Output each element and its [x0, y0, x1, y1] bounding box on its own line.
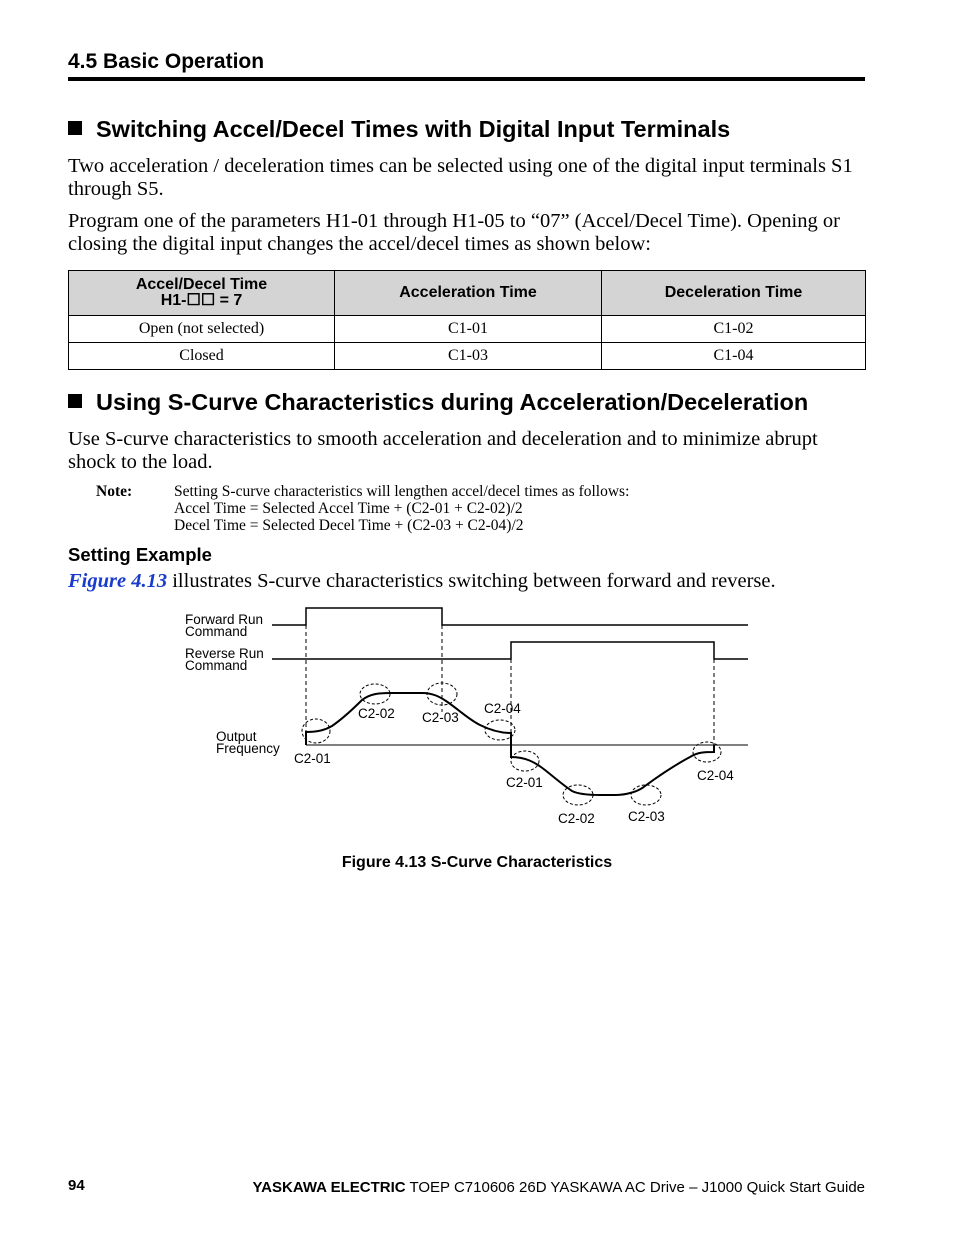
note-line: Decel Time = Selected Decel Time + (C2-03 + C2-04)/2 [174, 517, 524, 534]
s-curve-marker [631, 785, 661, 805]
section-title-text: Using S-Curve Characteristics during Acceleration/Deceleration [96, 389, 809, 415]
note-line: Accel Time = Selected Accel Time + (C2-01 + C2-02)/2 [174, 500, 523, 517]
forward-run-signal [272, 608, 748, 625]
footer-text [253, 1179, 865, 1196]
figure-link[interactable]: Figure 4.13 [68, 570, 168, 592]
paragraph-program: Program one of the parameters H1-01 through H1-05 to “07” (Accel/Decel Time). Opening or closing the digital input changes the accel/decel times as shown below: [68, 210, 840, 255]
header-line-1: Accel/Decel Time [135, 276, 268, 293]
s-curve-marker [511, 751, 539, 771]
output-frequency-label-1: Output [216, 729, 257, 744]
setting-example-heading: Setting Example [68, 544, 212, 565]
table-cell: Open (not selected) [69, 316, 335, 343]
section-title-text: Switching Accel/Decel Times with Digital Input Terminals [96, 116, 731, 142]
table-cell: C1-02 [602, 316, 866, 343]
curve-label: C2-01 [294, 751, 331, 766]
section-header: 4.5 Basic Operation [68, 50, 265, 73]
curve-label: C2-02 [358, 706, 395, 721]
curve-label: C2-02 [558, 811, 595, 826]
footer-brand: YASKAWA ELECTRIC [252, 1179, 406, 1196]
curve-label: C2-03 [422, 710, 459, 725]
footer-doc: TOEP C710606 26D YASKAWA AC Drive – J1000 Quick Start Guide [405, 1179, 865, 1196]
forward-run-label-1: Forward Run [185, 612, 264, 627]
figure-reference-text: illustrates S-curve characteristics switching between forward and reverse. [167, 570, 776, 592]
curve-label: C2-04 [697, 768, 734, 783]
paragraph-s-curve: Use S-curve characteristics to smooth acceleration and deceleration and to minimize abrupt shock to the load. [68, 428, 818, 473]
reverse-run-signal [272, 642, 748, 659]
reverse-run-label-1: Reverse Run [185, 646, 264, 661]
table-cell: Closed [69, 343, 335, 370]
table-cell: C1-04 [602, 343, 866, 370]
note-line: Setting S-curve characteristics will lengthen accel/decel times as follows: [174, 483, 630, 500]
table-cell: C1-01 [335, 316, 602, 343]
page-number: 94 [68, 1177, 85, 1194]
curve-label: C2-03 [628, 809, 665, 824]
table-cell: C1-03 [335, 343, 602, 370]
reverse-run-label-2: Command [185, 658, 248, 673]
forward-run-label-2: Command [185, 624, 248, 639]
table-header-cell: Deceleration Time [602, 271, 866, 316]
header-line-2: H1-☐☐ = 7 [160, 292, 243, 309]
curve-label: C2-01 [506, 775, 543, 790]
note-label: Note: [96, 483, 133, 500]
output-frequency-label-2: Frequency [216, 741, 280, 756]
curve-label: C2-04 [484, 701, 521, 716]
paragraph-intro: Two acceleration / deceleration times can be selected using one of the digital input terminals S1 through S5. [68, 155, 853, 200]
table-header-cell: Acceleration Time [335, 271, 602, 316]
figure-caption: Figure 4.13 S-Curve Characteristics [341, 854, 613, 871]
